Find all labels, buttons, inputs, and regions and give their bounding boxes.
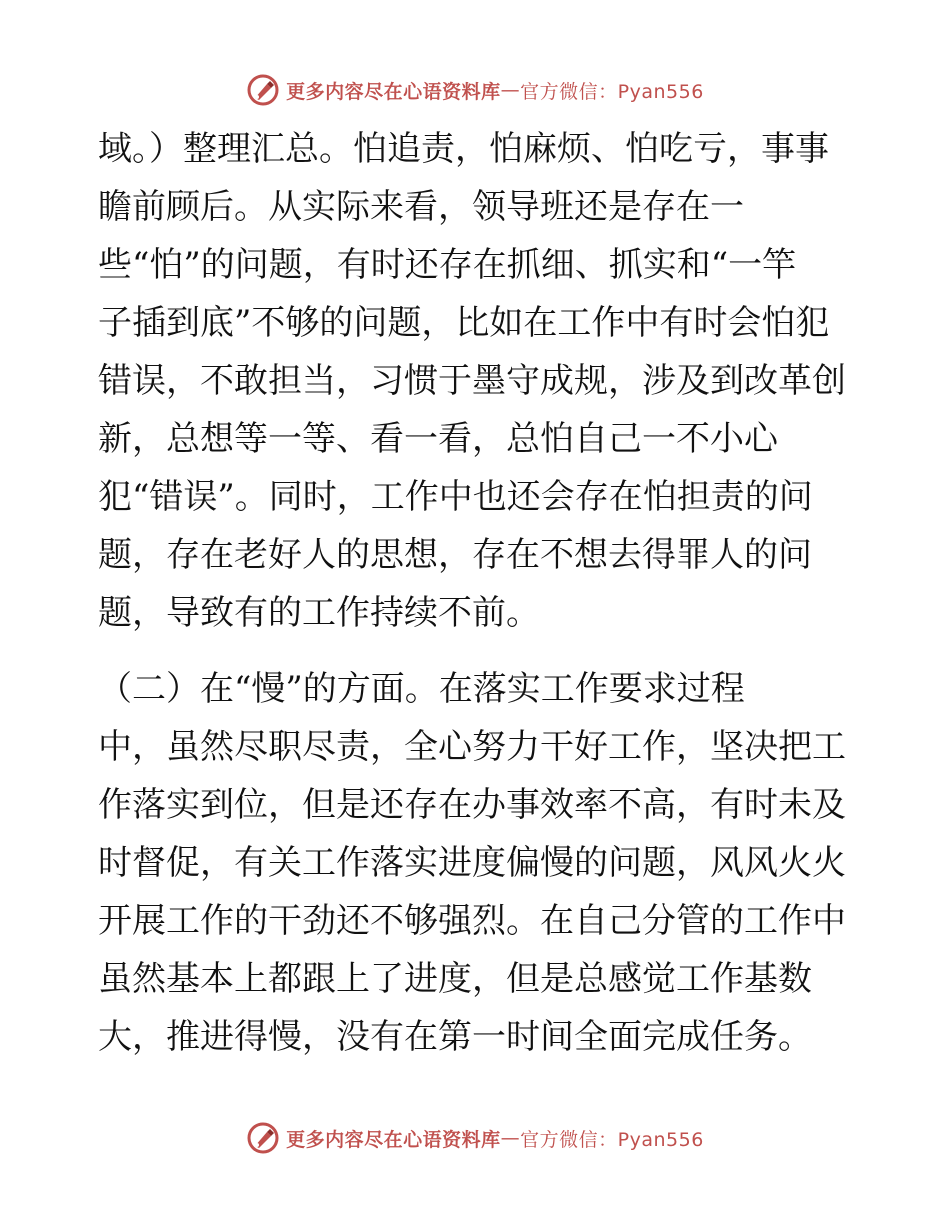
text-line: 犯“错误”。同时，工作中也还会存在怕担责的问 bbox=[98, 477, 813, 517]
text-line: 题，导致有的工作持续不前。 bbox=[98, 593, 540, 633]
document-body bbox=[98, 120, 858, 1066]
text-line: 开展工作的干劲还不够强烈。在自己分管的工作中 bbox=[98, 901, 846, 941]
watermark-separator: — bbox=[500, 79, 521, 101]
footer-watermark bbox=[0, 1118, 950, 1158]
paragraph-gap bbox=[98, 642, 858, 660]
text-line: 作落实到位，但是还存在办事效率不高，有时未及 bbox=[98, 785, 846, 825]
text-line: 虽然基本上都跟上了进度，但是总感觉工作基数 bbox=[98, 959, 812, 999]
paragraph-2 bbox=[98, 660, 858, 1066]
watermark-secondary-text: 官方微信：Pyan556 bbox=[520, 80, 704, 103]
text-line: 些“怕”的问题，有时还存在抓细、抓实和“一竿 bbox=[98, 245, 797, 285]
watermark-main-text: 更多内容尽在心语资料库 bbox=[286, 1128, 501, 1151]
text-line: 新，总想等一等、看一看，总怕自己一不小心 bbox=[98, 419, 778, 459]
text-line: 题，存在老好人的思想，存在不想去得罪人的问 bbox=[98, 535, 812, 575]
paragraph-1 bbox=[98, 120, 858, 642]
text-line: 中，虽然尽职尽责，全心努力干好工作，坚决把工 bbox=[98, 727, 846, 767]
header-watermark bbox=[0, 70, 950, 110]
text-line: 子插到底”不够的问题，比如在工作中有时会怕犯 bbox=[98, 303, 830, 343]
text-line: 错误，不敢担当，习惯于墨守成规，涉及到改革创 bbox=[98, 361, 846, 401]
watermark-separator: — bbox=[500, 1127, 521, 1149]
pen-logo-icon bbox=[246, 1121, 280, 1155]
text-line: 瞻前顾后。从实际来看，领导班还是存在一 bbox=[98, 187, 744, 227]
watermark-secondary-text: 官方微信：Pyan556 bbox=[520, 1128, 704, 1151]
text-line: 大，推进得慢，没有在第一时间全面完成任务。 bbox=[98, 1017, 812, 1057]
text-line: 时督促，有关工作落实进度偏慢的问题，风风火火 bbox=[98, 843, 846, 883]
text-line: 域。）整理汇总。怕追责，怕麻烦、怕吃亏，事事 bbox=[98, 129, 829, 169]
text-line: （二）在“慢”的方面。在落实工作要求过程 bbox=[98, 669, 745, 709]
watermark-main-text: 更多内容尽在心语资料库 bbox=[286, 80, 501, 103]
pen-logo-icon bbox=[246, 73, 280, 107]
